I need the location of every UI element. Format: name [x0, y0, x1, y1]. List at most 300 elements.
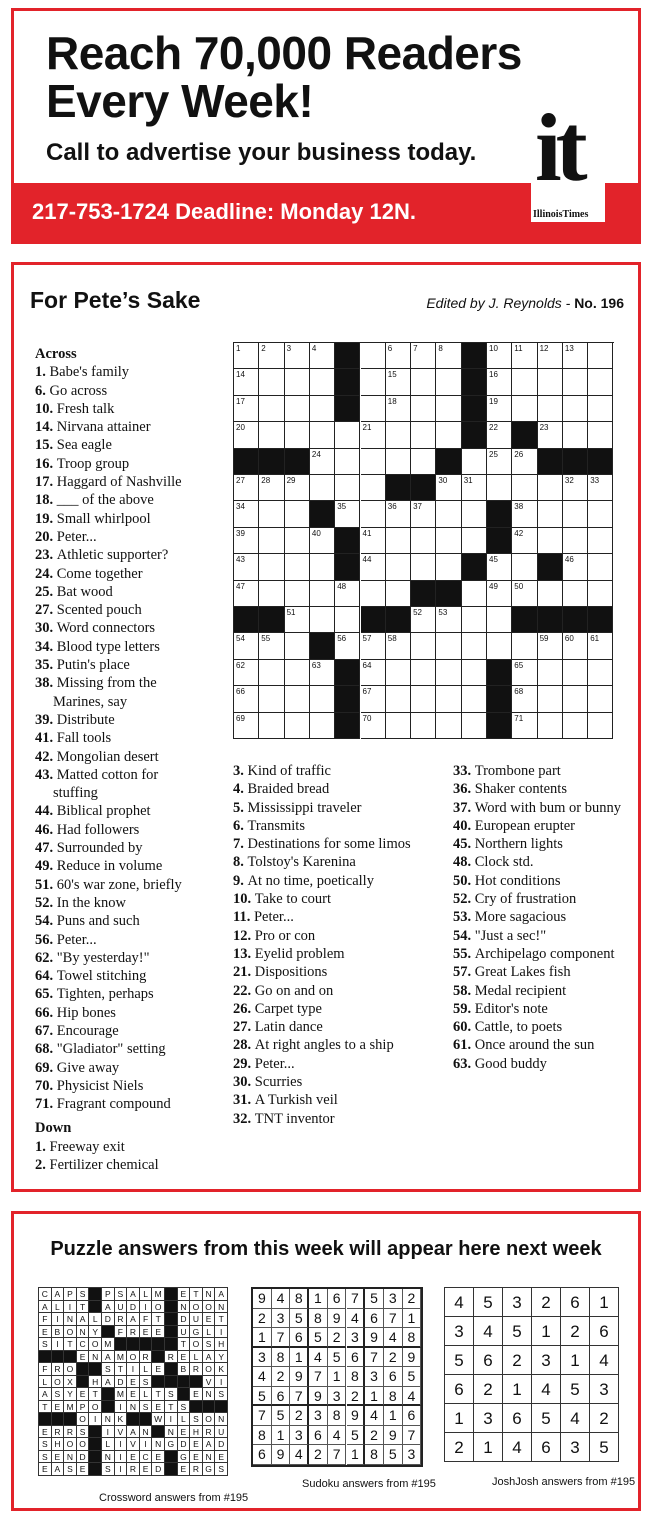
grid-cell[interactable] [487, 422, 512, 448]
grid-cell[interactable] [588, 581, 613, 607]
clue-text: ___ of the above [56, 492, 154, 509]
grid-cell[interactable] [361, 501, 386, 527]
grid-cell[interactable] [563, 686, 588, 712]
grid-cell[interactable] [538, 713, 563, 739]
clue-text: Mongolian desert [56, 748, 159, 765]
grid-cell[interactable] [234, 528, 259, 554]
clue-number: 6. [35, 382, 50, 399]
clue-number: 27. [35, 602, 57, 619]
grid-cell[interactable] [436, 554, 461, 580]
grid-cell[interactable] [335, 633, 360, 659]
clue-number: 54. [35, 913, 57, 930]
answer-block [77, 1363, 90, 1376]
grid-cell[interactable] [285, 554, 310, 580]
answer-block [152, 1426, 165, 1439]
grid-cell[interactable] [563, 475, 588, 501]
grid-cell[interactable] [234, 343, 259, 369]
grid-cell[interactable] [335, 422, 360, 448]
grid-cell[interactable] [335, 449, 360, 475]
clue-text: Eyelid problem [254, 945, 345, 962]
grid-cell[interactable] [361, 422, 386, 448]
cell-number: 39 [236, 528, 245, 538]
grid-cell[interactable] [386, 528, 411, 554]
grid-cell[interactable] [512, 501, 537, 527]
grid-cell[interactable] [386, 581, 411, 607]
answer-cell: A [52, 1288, 65, 1301]
sudoku-cell: 4 [253, 1367, 272, 1387]
grid-cell[interactable] [588, 528, 613, 554]
grid-cell[interactable] [386, 343, 411, 369]
clue-item [233, 982, 433, 1000]
grid-cell[interactable] [538, 660, 563, 686]
grid-cell[interactable] [259, 396, 284, 422]
grid-cell[interactable] [361, 554, 386, 580]
grid-cell[interactable] [563, 633, 588, 659]
clue-text: Fragrant compound [56, 1096, 171, 1113]
grid-cell[interactable] [310, 581, 335, 607]
grid-cell[interactable] [259, 554, 284, 580]
grid-cell[interactable] [588, 713, 613, 739]
clue-item [453, 908, 628, 926]
clue-text: Had followers [56, 821, 140, 838]
grid-cell[interactable] [310, 475, 335, 501]
answer-cell: D [178, 1313, 191, 1326]
grid-cell[interactable] [310, 422, 335, 448]
grid-cell[interactable] [310, 343, 335, 369]
grid-cell[interactable] [285, 396, 310, 422]
grid-cell[interactable] [386, 633, 411, 659]
clue-item [35, 894, 205, 912]
sudoku-cell: 9 [347, 1406, 366, 1426]
grid-cell[interactable] [259, 528, 284, 554]
grid-cell[interactable] [234, 686, 259, 712]
grid-cell[interactable] [259, 581, 284, 607]
grid-cell[interactable] [436, 422, 461, 448]
grid-cell[interactable] [285, 369, 310, 395]
clue-item [35, 619, 205, 637]
grid-cell[interactable] [462, 713, 487, 739]
answer-cell: G [178, 1451, 191, 1464]
grid-cell[interactable] [285, 633, 310, 659]
grid-cell[interactable] [361, 369, 386, 395]
answer-cell: O [64, 1326, 77, 1339]
answer-cell: R [165, 1351, 178, 1364]
sudoku-cell: 3 [384, 1289, 403, 1309]
grid-cell[interactable] [588, 554, 613, 580]
grid-cell[interactable] [462, 581, 487, 607]
answer-cell: B [52, 1326, 65, 1339]
joshjosh-cell: 6 [445, 1375, 474, 1404]
grid-cell[interactable] [563, 396, 588, 422]
grid-cell[interactable] [512, 528, 537, 554]
grid-cell[interactable] [411, 686, 436, 712]
cell-number: 12 [539, 344, 549, 353]
grid-cell[interactable] [234, 369, 259, 395]
answer-cell: S [203, 1338, 216, 1351]
grid-cell[interactable] [386, 501, 411, 527]
cell-number: 54 [236, 634, 245, 644]
grid-cell[interactable] [588, 633, 613, 659]
clue-number: 1. [35, 1138, 50, 1155]
grid-cell[interactable] [361, 660, 386, 686]
clue-number: 10. [233, 891, 255, 908]
clue-text: More sagacious [474, 909, 567, 926]
grid-cell[interactable] [234, 554, 259, 580]
grid-cell[interactable] [411, 713, 436, 739]
grid-block [411, 581, 436, 607]
answer-cell: N [152, 1438, 165, 1451]
grid-cell[interactable] [462, 475, 487, 501]
clue-item [233, 1018, 433, 1036]
grid-cell[interactable] [436, 713, 461, 739]
grid-cell[interactable] [563, 369, 588, 395]
grid-cell[interactable] [487, 343, 512, 369]
clue-text: Cry of frustration [474, 891, 577, 908]
grid-cell[interactable] [361, 528, 386, 554]
grid-cell[interactable] [386, 686, 411, 712]
clue-number: 34. [35, 638, 57, 655]
grid-cell[interactable] [436, 475, 461, 501]
grid-cell[interactable] [588, 369, 613, 395]
sudoku-cell: 2 [403, 1289, 422, 1309]
answer-block [102, 1388, 115, 1401]
grid-cell[interactable] [386, 713, 411, 739]
grid-cell[interactable] [436, 607, 461, 633]
answer-block [190, 1401, 203, 1414]
cell-number: 28 [261, 476, 271, 485]
grid-cell[interactable] [538, 686, 563, 712]
grid-cell[interactable] [310, 554, 335, 580]
answer-cell: T [215, 1313, 228, 1326]
grid-cell[interactable] [462, 660, 487, 686]
grid-cell[interactable] [538, 422, 563, 448]
grid-cell[interactable] [487, 633, 512, 659]
grid-cell[interactable] [411, 554, 436, 580]
clue-item [233, 835, 433, 853]
grid-cell[interactable] [411, 343, 436, 369]
ad-headline [46, 29, 522, 125]
grid-cell[interactable] [538, 581, 563, 607]
grid-cell[interactable] [285, 713, 310, 739]
grid-cell[interactable] [234, 713, 259, 739]
grid-cell[interactable] [259, 422, 284, 448]
grid-cell[interactable] [512, 449, 537, 475]
grid-cell[interactable] [361, 633, 386, 659]
grid-cell[interactable] [310, 449, 335, 475]
sudoku-cell: 6 [365, 1309, 384, 1329]
grid-cell[interactable] [487, 581, 512, 607]
answer-cell: V [127, 1438, 140, 1451]
grid-cell[interactable] [285, 581, 310, 607]
grid-cell[interactable] [310, 686, 335, 712]
grid-cell[interactable] [487, 396, 512, 422]
grid-cell[interactable] [259, 713, 284, 739]
cell-number: 60 [564, 634, 574, 644]
sudoku-cell: 6 [384, 1367, 403, 1387]
grid-cell[interactable] [588, 501, 613, 527]
grid-cell[interactable] [411, 422, 436, 448]
clue-text: Scurries [254, 1074, 303, 1091]
cell-number: 14 [236, 370, 245, 380]
clue-item [453, 817, 628, 835]
grid-cell[interactable] [588, 660, 613, 686]
grid-cell[interactable] [234, 475, 259, 501]
joshjosh-cell: 1 [474, 1433, 503, 1462]
grid-cell[interactable] [285, 422, 310, 448]
grid-cell[interactable] [563, 501, 588, 527]
grid-cell[interactable] [487, 449, 512, 475]
grid-cell[interactable] [386, 449, 411, 475]
grid-cell[interactable] [361, 686, 386, 712]
grid-cell[interactable] [512, 713, 537, 739]
grid-cell[interactable] [259, 501, 284, 527]
clue-number: 38. [35, 675, 57, 692]
clue-number: 71. [35, 1096, 57, 1113]
grid-cell[interactable] [436, 369, 461, 395]
grid-cell[interactable] [259, 686, 284, 712]
grid-cell[interactable] [538, 369, 563, 395]
clue-text: "By yesterday!" [56, 949, 150, 966]
answer-cell: N [203, 1288, 216, 1301]
clue-number: 15. [35, 437, 57, 454]
clue-number: 25. [35, 583, 57, 600]
joshjosh-cell: 2 [503, 1346, 532, 1375]
grid-cell[interactable] [512, 343, 537, 369]
grid-cell[interactable] [512, 633, 537, 659]
answer-block [165, 1451, 178, 1464]
grid-cell[interactable] [285, 607, 310, 633]
grid-cell[interactable] [234, 581, 259, 607]
cell-number: 53 [438, 608, 448, 617]
clue-number: 60. [453, 1019, 475, 1036]
joshjosh-cell: 6 [561, 1288, 590, 1317]
grid-cell[interactable] [512, 475, 537, 501]
clue-text: European erupter [474, 817, 575, 834]
cell-number: 69 [236, 713, 245, 723]
grid-cell[interactable] [310, 369, 335, 395]
clue-text: Good buddy [474, 1055, 547, 1072]
grid-cell[interactable] [436, 660, 461, 686]
grid-cell[interactable] [335, 501, 360, 527]
grid-cell[interactable] [512, 581, 537, 607]
clue-item [233, 1091, 433, 1109]
grid-cell[interactable] [411, 449, 436, 475]
answer-block [39, 1351, 52, 1364]
clue-item [35, 1138, 205, 1156]
grid-cell[interactable] [361, 449, 386, 475]
grid-cell[interactable] [563, 660, 588, 686]
grid-cell[interactable] [411, 607, 436, 633]
grid-cell[interactable] [310, 396, 335, 422]
crossword-caption: Crossword answers from #195 [99, 1492, 249, 1504]
grid-cell[interactable] [538, 475, 563, 501]
sudoku-cell: 9 [290, 1367, 309, 1387]
grid-cell[interactable] [285, 475, 310, 501]
grid-cell[interactable] [563, 422, 588, 448]
sudoku-cell: 8 [290, 1289, 309, 1309]
clue-text: Pro or con [254, 927, 316, 944]
grid-cell[interactable] [234, 501, 259, 527]
grid-cell[interactable] [462, 633, 487, 659]
grid-cell[interactable] [563, 713, 588, 739]
sudoku-cell: 8 [309, 1309, 328, 1329]
grid-cell[interactable] [588, 343, 613, 369]
grid-cell[interactable] [259, 343, 284, 369]
grid-cell[interactable] [588, 686, 613, 712]
grid-block [259, 607, 284, 633]
grid-cell[interactable] [563, 581, 588, 607]
grid-cell[interactable] [462, 686, 487, 712]
grid-cell[interactable] [512, 686, 537, 712]
grid-cell[interactable] [411, 633, 436, 659]
grid-block [487, 660, 512, 686]
grid-cell[interactable] [512, 554, 537, 580]
answer-cell: P [102, 1288, 115, 1301]
clue-item [35, 583, 205, 601]
grid-cell[interactable] [234, 396, 259, 422]
grid-cell[interactable] [310, 528, 335, 554]
grid-cell[interactable] [538, 501, 563, 527]
grid-cell[interactable] [512, 369, 537, 395]
clue-item [35, 876, 205, 894]
answer-cell: D [215, 1438, 228, 1451]
sudoku-cell: 5 [253, 1387, 272, 1407]
grid-cell[interactable] [361, 343, 386, 369]
answer-cell: F [140, 1313, 153, 1326]
answer-block [152, 1351, 165, 1364]
grid-cell[interactable] [462, 607, 487, 633]
grid-cell[interactable] [436, 501, 461, 527]
grid-cell[interactable] [285, 501, 310, 527]
clue-number: 10. [35, 400, 57, 417]
grid-cell[interactable] [259, 660, 284, 686]
grid-cell[interactable] [436, 686, 461, 712]
grid-cell[interactable] [588, 422, 613, 448]
grid-cell[interactable] [563, 554, 588, 580]
answer-cell: W [152, 1413, 165, 1426]
grid-cell[interactable] [285, 528, 310, 554]
grid-cell[interactable] [361, 396, 386, 422]
grid-cell[interactable] [386, 369, 411, 395]
grid-cell[interactable] [487, 554, 512, 580]
grid-cell[interactable] [361, 581, 386, 607]
grid-cell[interactable] [563, 343, 588, 369]
cell-number: 22 [489, 423, 498, 433]
clue-text: Great Lakes fish [474, 964, 571, 981]
grid-cell[interactable] [411, 501, 436, 527]
grid-cell[interactable] [563, 528, 588, 554]
grid-cell[interactable] [512, 660, 537, 686]
answer-block [89, 1363, 102, 1376]
answer-cell: T [152, 1388, 165, 1401]
grid-cell[interactable] [234, 660, 259, 686]
grid-cell[interactable] [285, 686, 310, 712]
grid-cell[interactable] [386, 422, 411, 448]
answer-cell: A [39, 1301, 52, 1314]
clue-number: 12. [233, 927, 255, 944]
grid-cell[interactable] [310, 713, 335, 739]
grid-cell[interactable] [259, 633, 284, 659]
grid-cell[interactable] [259, 475, 284, 501]
clue-item [35, 967, 205, 985]
grid-cell[interactable] [361, 713, 386, 739]
sudoku-cell: 1 [365, 1387, 384, 1407]
clue-item [233, 799, 433, 817]
answer-cell: E [127, 1451, 140, 1464]
grid-cell[interactable] [234, 633, 259, 659]
grid-cell[interactable] [234, 422, 259, 448]
cell-number: 4 [311, 344, 317, 353]
clue-text: Go across [49, 382, 108, 399]
grid-cell[interactable] [335, 581, 360, 607]
joshjosh-cell: 1 [503, 1375, 532, 1404]
sudoku-answers-grid [251, 1287, 423, 1467]
grid-cell[interactable] [310, 660, 335, 686]
grid-cell[interactable] [411, 369, 436, 395]
grid-cell[interactable] [512, 396, 537, 422]
grid-cell[interactable] [436, 528, 461, 554]
grid-cell[interactable] [487, 475, 512, 501]
grid-cell[interactable] [538, 528, 563, 554]
answer-block [165, 1288, 178, 1301]
answer-cell: L [140, 1363, 153, 1376]
clue-number: 56. [35, 931, 57, 948]
grid-cell[interactable] [487, 607, 512, 633]
clue-number: 55. [453, 945, 475, 962]
grid-cell[interactable] [436, 396, 461, 422]
grid-cell[interactable] [588, 396, 613, 422]
grid-cell[interactable] [386, 554, 411, 580]
clue-number: 61. [453, 1037, 475, 1054]
grid-cell[interactable] [487, 369, 512, 395]
answer-cell: O [127, 1351, 140, 1364]
grid-cell[interactable] [386, 660, 411, 686]
clue-item [233, 1036, 433, 1054]
answer-block [165, 1301, 178, 1314]
grid-cell[interactable] [285, 343, 310, 369]
grid-cell[interactable] [588, 475, 613, 501]
clue-item [35, 1004, 205, 1022]
grid-cell[interactable] [335, 475, 360, 501]
grid-cell[interactable] [462, 528, 487, 554]
grid-cell[interactable] [411, 660, 436, 686]
answer-cell: L [52, 1301, 65, 1314]
grid-cell[interactable] [411, 396, 436, 422]
grid-cell[interactable] [436, 343, 461, 369]
grid-cell[interactable] [259, 369, 284, 395]
grid-cell[interactable] [538, 633, 563, 659]
grid-cell[interactable] [310, 607, 335, 633]
ad-headline-line1: Reach 70,000 Readers [46, 27, 522, 79]
grid-cell[interactable] [436, 633, 461, 659]
grid-cell[interactable] [285, 660, 310, 686]
sudoku-cell: 4 [272, 1289, 291, 1309]
grid-cell[interactable] [335, 607, 360, 633]
clue-text: Latin dance [254, 1019, 323, 1036]
grid-cell[interactable] [386, 396, 411, 422]
grid-cell[interactable] [462, 501, 487, 527]
grid-cell[interactable] [361, 475, 386, 501]
grid-cell[interactable] [462, 449, 487, 475]
answer-cell: S [115, 1288, 128, 1301]
clue-item [35, 436, 205, 454]
answer-cell: T [165, 1401, 178, 1414]
clue-text: Trombone part [474, 763, 561, 779]
grid-cell[interactable] [538, 343, 563, 369]
cell-number: 30 [438, 476, 448, 485]
grid-cell[interactable] [411, 528, 436, 554]
grid-cell[interactable] [538, 396, 563, 422]
